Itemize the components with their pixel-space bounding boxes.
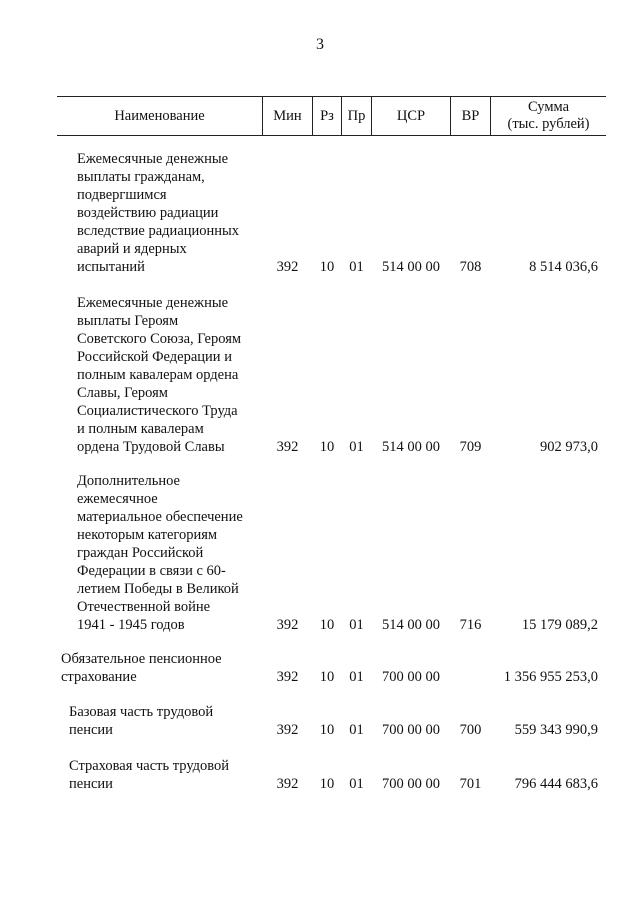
name-line: Российской Федерации и (77, 349, 232, 365)
row-name (61, 650, 222, 686)
table-row (57, 150, 606, 280)
name-line: Базовая часть трудовой (69, 704, 214, 720)
header-sum-line1: Сумма (527, 99, 570, 115)
cell-min: 392 (276, 259, 299, 275)
cell-rz: 10 (319, 722, 335, 738)
table-row (57, 472, 606, 638)
name-line: материальное обеспечение (77, 509, 243, 525)
cell-csr: 514 00 00 (382, 439, 440, 455)
cell-csr: 700 00 00 (382, 776, 440, 792)
cell-min: 392 (276, 617, 299, 633)
cell-pr: 01 (349, 776, 364, 792)
cell-min: 392 (276, 722, 299, 738)
cell-pr: 01 (349, 617, 364, 633)
cell-sum: 902 973,0 (540, 439, 598, 455)
header-min: Мин (273, 107, 302, 124)
name-line: Страховая часть трудовой (69, 758, 230, 774)
header-pr: Пр (347, 107, 366, 124)
name-line: Ежемесячные денежные (77, 151, 229, 167)
cell-rz: 10 (319, 669, 335, 685)
name-line: пенсии (69, 776, 113, 792)
cell-min: 392 (276, 669, 299, 685)
row-name (77, 150, 239, 276)
table-row (57, 294, 606, 460)
cell-sum: 15 179 089,2 (521, 617, 598, 633)
cell-rz: 10 (319, 439, 335, 455)
header-csr: ЦСР (396, 107, 426, 124)
cell-min: 392 (276, 776, 299, 792)
name-line: подвергшимся (77, 187, 167, 203)
cell-sum: 796 444 683,6 (514, 776, 598, 792)
name-line: выплаты Героям (77, 313, 179, 329)
name-line: Обязательное пенсионное (61, 651, 222, 667)
cell-pr: 01 (349, 722, 364, 738)
name-line: Социалистического Труда (77, 403, 238, 419)
name-line: ордена Трудовой Славы (77, 439, 225, 455)
row-name (69, 703, 213, 739)
cell-pr: 01 (349, 669, 364, 685)
cell-csr: 700 00 00 (382, 722, 440, 738)
name-line: ежемесячное (77, 491, 158, 507)
name-line: Федерации в связи с 60- (77, 563, 226, 579)
cell-vr: 701 (459, 776, 482, 792)
name-line: граждан Российской (77, 545, 204, 561)
header-sum-line2: (тыс. рублей) (507, 116, 590, 132)
name-line: Отечественной войне (77, 599, 211, 615)
row-name (77, 294, 241, 456)
cell-sum: 1 356 955 253,0 (503, 669, 598, 685)
cell-vr: 700 (459, 722, 482, 738)
name-line: воздействию радиации (77, 205, 219, 221)
cell-min: 392 (276, 439, 299, 455)
name-line: пенсии (69, 722, 113, 738)
cell-csr: 700 00 00 (382, 669, 440, 685)
row-name (77, 472, 243, 634)
cell-rz: 10 (319, 776, 335, 792)
cell-csr: 514 00 00 (382, 617, 440, 633)
table-row (57, 650, 606, 686)
name-line: Ежемесячные денежные (77, 295, 229, 311)
cell-vr: 716 (459, 617, 482, 633)
page-number: 3 (316, 36, 324, 53)
name-line: и полным кавалерам (77, 421, 204, 437)
name-line: страхование (61, 669, 137, 685)
cell-vr: 709 (459, 439, 482, 455)
name-line: аварий и ядерных (77, 241, 187, 257)
header-sum (491, 97, 606, 135)
cell-rz: 10 (319, 259, 335, 275)
table-row (57, 757, 606, 793)
cell-pr: 01 (349, 439, 364, 455)
name-line: выплаты гражданам, (77, 169, 205, 185)
header-vr: ВР (461, 107, 480, 124)
name-line: некоторым категориям (77, 527, 218, 543)
name-line: вследствие радиационных (77, 223, 240, 239)
name-line: испытаний (77, 259, 145, 275)
cell-sum: 559 343 990,9 (514, 722, 598, 738)
header-rz: Рз (320, 107, 334, 124)
cell-csr: 514 00 00 (382, 259, 440, 275)
cell-rz: 10 (319, 617, 335, 633)
table-header (57, 96, 606, 136)
name-line: Славы, Героям (77, 385, 168, 401)
table-row (57, 703, 606, 739)
cell-sum: 8 514 036,6 (529, 259, 598, 275)
name-line: Советского Союза, Героям (77, 331, 242, 347)
name-line: Дополнительное (77, 473, 180, 489)
cell-vr: 708 (459, 259, 482, 275)
name-line: полным кавалерам ордена (77, 367, 239, 383)
name-line: 1941 - 1945 годов (77, 617, 185, 633)
row-name (69, 757, 229, 793)
name-line: летием Победы в Великой (77, 581, 239, 597)
cell-pr: 01 (349, 259, 364, 275)
header-name: Наименование (114, 107, 205, 124)
